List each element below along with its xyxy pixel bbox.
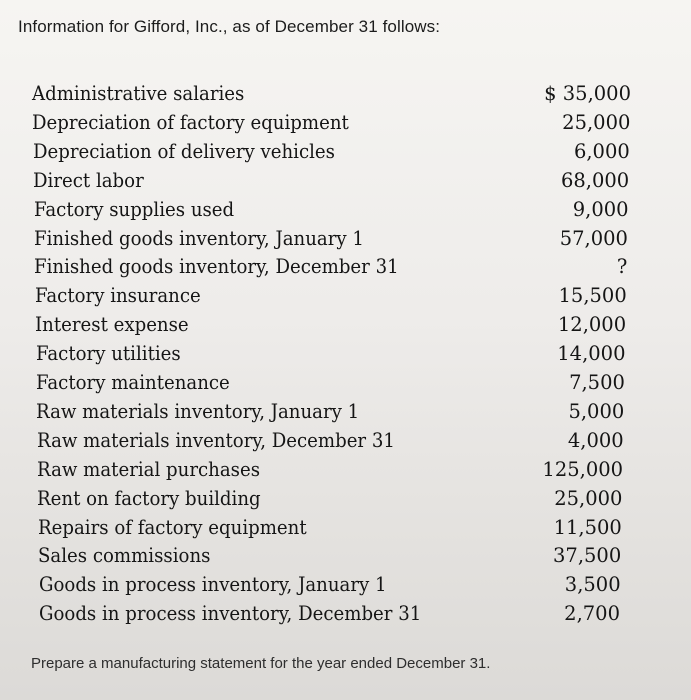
instruction-text: Prepare a manufacturing statement for the year ended December 31. bbox=[31, 655, 491, 672]
item-value: 15,500 bbox=[558, 284, 627, 308]
item-label: Factory supplies used bbox=[33, 197, 234, 221]
list-item bbox=[0, 397, 691, 426]
item-label: Factory insurance bbox=[34, 284, 201, 308]
list-item bbox=[0, 195, 691, 224]
list-item bbox=[0, 455, 691, 484]
item-label: Administrative salaries bbox=[32, 82, 245, 105]
item-value: 68,000 bbox=[560, 168, 630, 192]
list-item bbox=[0, 281, 691, 310]
item-label: Finished goods inventory, December 31 bbox=[34, 255, 400, 279]
list-item bbox=[0, 599, 691, 628]
item-label: Factory maintenance bbox=[35, 371, 230, 394]
page-heading: Information for Gifford, Inc., as of December 31 follows: bbox=[18, 17, 441, 36]
item-value: 25,000 bbox=[554, 486, 623, 510]
list-item bbox=[0, 513, 691, 542]
item-label: Goods in process inventory, December 31 bbox=[39, 602, 422, 626]
list-item bbox=[0, 79, 691, 108]
item-value: ? bbox=[616, 255, 628, 279]
item-value: 5,000 bbox=[568, 399, 625, 423]
item-value: 9,000 bbox=[572, 197, 629, 221]
item-label: Raw material purchases bbox=[37, 457, 261, 481]
item-label: Goods in process inventory, January 1 bbox=[38, 573, 387, 597]
list-item bbox=[0, 570, 691, 599]
list-item bbox=[0, 137, 691, 166]
list-item bbox=[0, 339, 691, 368]
item-value: $ 35,000 bbox=[544, 82, 631, 105]
item-value: 4,000 bbox=[567, 428, 624, 452]
item-value: 6,000 bbox=[573, 139, 630, 163]
item-value: 2,700 bbox=[564, 602, 620, 626]
item-value: 37,500 bbox=[553, 544, 622, 568]
item-value: 14,000 bbox=[557, 342, 626, 366]
item-label: Finished goods inventory, January 1 bbox=[33, 226, 364, 250]
item-label: Repairs of factory equipment bbox=[37, 515, 307, 539]
item-value: 57,000 bbox=[559, 226, 628, 250]
item-label: Rent on factory building bbox=[37, 486, 262, 510]
list-item bbox=[0, 310, 691, 339]
list-item bbox=[0, 108, 691, 137]
list-item bbox=[0, 368, 691, 397]
item-label: Factory utilities bbox=[35, 342, 181, 366]
item-label: Raw materials inventory, December 31 bbox=[36, 428, 395, 452]
list-item bbox=[0, 541, 691, 570]
item-value: 11,500 bbox=[553, 515, 622, 539]
item-value: 125,000 bbox=[542, 457, 624, 481]
list-item bbox=[0, 484, 691, 513]
item-value: 25,000 bbox=[562, 110, 631, 134]
list-item bbox=[0, 426, 691, 455]
item-label: Raw materials inventory, January 1 bbox=[36, 399, 360, 423]
item-label: Depreciation of delivery vehicles bbox=[32, 139, 335, 163]
list-item bbox=[0, 224, 691, 253]
item-value: 3,500 bbox=[564, 573, 621, 597]
item-label: Sales commissions bbox=[38, 544, 211, 568]
item-value: 7,500 bbox=[569, 371, 625, 394]
list-item bbox=[0, 166, 691, 195]
item-value: 12,000 bbox=[557, 313, 627, 337]
item-label: Direct labor bbox=[33, 168, 144, 192]
list-item bbox=[0, 252, 691, 281]
item-label: Interest expense bbox=[35, 313, 189, 337]
item-label: Depreciation of factory equipment bbox=[32, 110, 350, 134]
